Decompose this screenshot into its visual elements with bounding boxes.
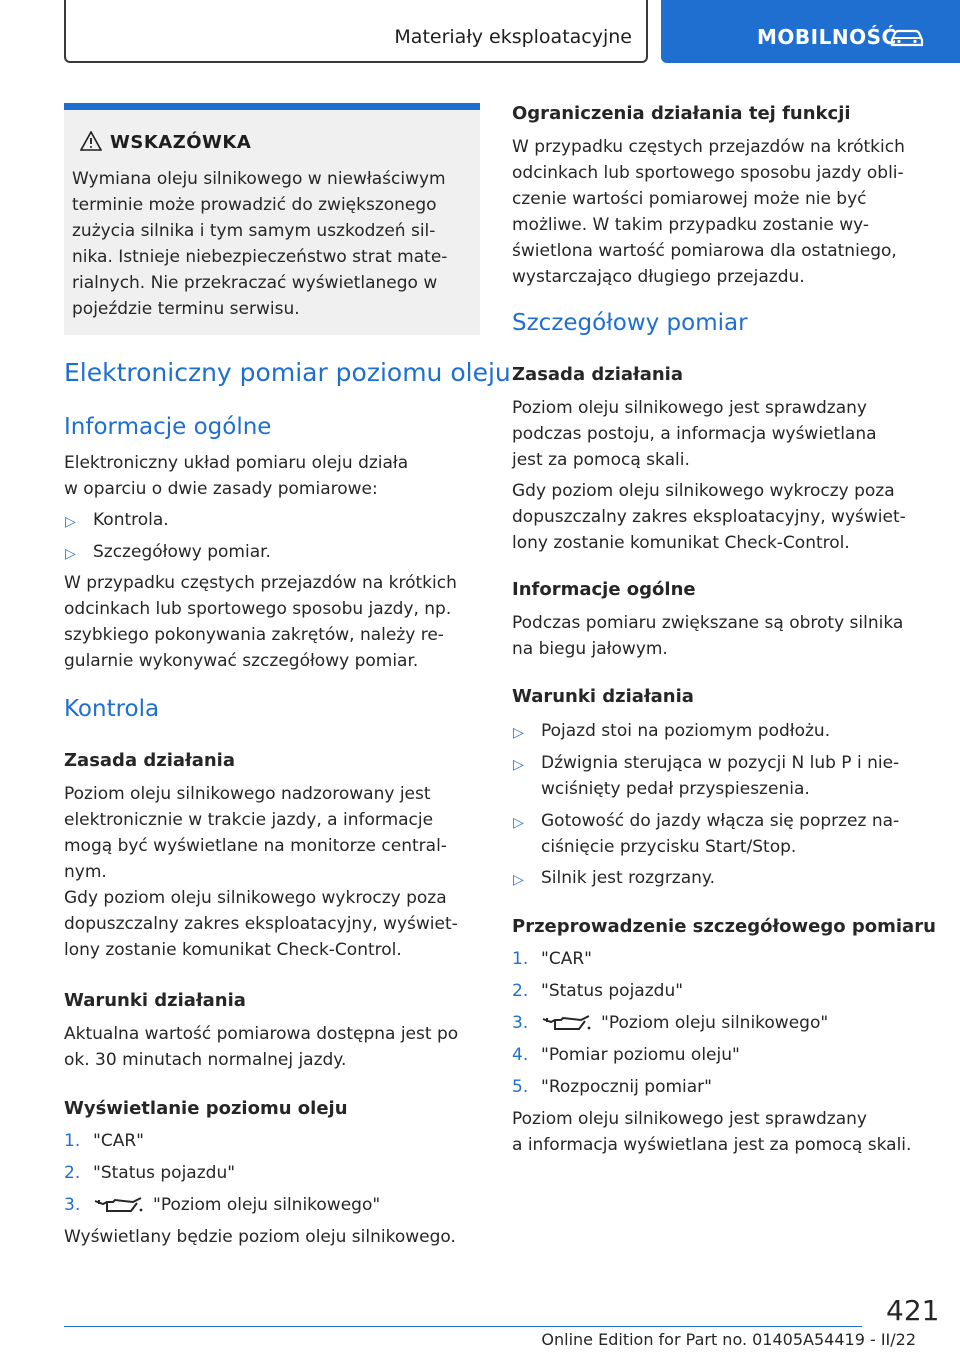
text-line: elektronicznie w trakcie jazdy, a informacje bbox=[64, 810, 434, 830]
list-item: ▷ Szczegółowy pomiar. bbox=[93, 539, 271, 565]
list-item bbox=[512, 1074, 932, 1100]
text-line: lony zostanie komunikat Check-Control. bbox=[64, 940, 402, 960]
text-line: lony zostanie komunikat Check-Control. bbox=[512, 533, 850, 553]
text-line: ▷ Pojazd stoi na poziomym podłożu. bbox=[541, 721, 831, 741]
step-number: 4. bbox=[512, 1045, 529, 1065]
general-text bbox=[512, 610, 932, 662]
text-line: Podczas pomiaru zwiększane są obroty silnika bbox=[512, 613, 904, 633]
step-text: "Poziom oleju silnikowego" bbox=[601, 1013, 829, 1033]
text-line: dopuszczalny zakres eksploatacyjny, wyświet- bbox=[512, 507, 906, 527]
text-line: dopuszczalny zakres eksploatacyjny, wyświet- bbox=[64, 914, 458, 934]
principle-text bbox=[512, 395, 932, 473]
list-item bbox=[541, 750, 899, 802]
principle-heading: Zasada działania bbox=[64, 750, 235, 771]
text-line: podczas postoju, a informacja wyświetlana bbox=[512, 424, 877, 444]
step-text: "Status pojazdu" bbox=[541, 981, 684, 1001]
general-info-heading: Informacje ogólne bbox=[64, 414, 272, 440]
step-text: "Status pojazdu" bbox=[93, 1163, 236, 1183]
text-line: Aktualna wartość pomiarowa dostępna jest po bbox=[64, 1024, 459, 1044]
header-section-title: Materiały eksploatacyjne bbox=[394, 26, 632, 48]
warning-title: WSKAZÓWKA bbox=[110, 132, 252, 153]
list-item bbox=[512, 946, 932, 972]
limits-heading: Ograniczenia działania tej funkcji bbox=[512, 103, 851, 124]
header-chapter-title: MOBILNOŚĆ bbox=[757, 25, 897, 49]
step-number: 5. bbox=[512, 1077, 529, 1097]
display-result: Wyświetlany będzie poziom oleju silnikowego. bbox=[64, 1227, 456, 1247]
text-line: Poziom oleju silnikowego jest sprawdzany bbox=[512, 1109, 867, 1129]
section-title: Elektroniczny pomiar poziomu oleju bbox=[64, 358, 511, 387]
text-line: Elektroniczny układ pomiaru oleju działa bbox=[64, 453, 409, 473]
list-item bbox=[64, 1128, 480, 1154]
general-info-text bbox=[64, 450, 480, 502]
exceed-text bbox=[512, 478, 932, 556]
list-item: ▷ Kontrola. bbox=[93, 507, 169, 533]
warning-line: Wymiana oleju silnikowego w niewłaściwym bbox=[72, 169, 446, 189]
warning-line: terminie może prowadzić do zwiększonego bbox=[72, 195, 437, 215]
text-line: odcinkach lub sportowego sposobu jazdy, np. bbox=[64, 599, 452, 619]
list-item bbox=[541, 865, 715, 891]
conditions-text bbox=[64, 1021, 480, 1073]
text-line: ▷ Silnik jest rozgrzany. bbox=[541, 868, 715, 888]
text-line: ▷ Dźwignia sterująca w pozycji N lub P i nie- bbox=[541, 753, 900, 773]
text-line: czenie wartości pomiarowej może nie być bbox=[512, 189, 867, 209]
text-line: Poziom oleju silnikowego nadzorowany jest bbox=[64, 784, 431, 804]
warning-line: zużycia silnika i tym samym uszkodzeń sil- bbox=[72, 221, 436, 241]
text-line: możliwe. W takim przypadku zostanie wy- bbox=[512, 215, 870, 235]
footer-divider bbox=[64, 1326, 862, 1327]
text-line: na biegu jałowym. bbox=[512, 639, 668, 659]
warning-triangle-icon bbox=[80, 131, 102, 151]
general-heading: Informacje ogólne bbox=[512, 579, 696, 600]
conditions-heading: Warunki działania bbox=[512, 686, 694, 707]
conditions-heading: Warunki działania bbox=[64, 990, 246, 1011]
oil-can-icon bbox=[93, 1196, 145, 1214]
list-item bbox=[541, 808, 899, 860]
footer-edition: Online Edition for Part no. 01405A54419 - II/22 bbox=[541, 1330, 916, 1349]
header-section-tab bbox=[64, 0, 648, 63]
text-line: ok. 30 minutach normalnej jazdy. bbox=[64, 1050, 347, 1070]
step-number: 2. bbox=[64, 1163, 81, 1183]
limits-text bbox=[512, 134, 932, 290]
detailed-heading: Szczegółowy pomiar bbox=[512, 310, 748, 336]
warning-line: nika. Istnieje niebezpieczeństwo strat mate- bbox=[72, 247, 448, 267]
header-chapter-tab bbox=[661, 0, 960, 63]
warning-line: rialnych. Nie przekraczać wyświetlanego w bbox=[72, 273, 438, 293]
step-text: "Rozpocznij pomiar" bbox=[541, 1077, 712, 1097]
warning-box bbox=[64, 103, 480, 335]
list-item bbox=[541, 718, 830, 744]
warning-text bbox=[72, 166, 472, 322]
text-line: a informacja wyświetlana jest za pomocą skali. bbox=[512, 1135, 912, 1155]
text-line: gularnie wykonywać szczegółowy pomiar. bbox=[64, 651, 419, 671]
text-line: ▷ Gotowość do jazdy włącza się poprzez na- bbox=[541, 811, 900, 831]
text-line: ciśnięcie przycisku Start/Stop. bbox=[541, 837, 797, 857]
step-text: "Pomiar poziomu oleju" bbox=[541, 1045, 740, 1065]
text-line: W przypadku częstych przejazdów na krótkich bbox=[64, 573, 457, 593]
display-heading: Wyświetlanie poziomu oleju bbox=[64, 1098, 348, 1119]
text-line: w oparciu o dwie zasady pomiarowe: bbox=[64, 479, 378, 499]
text-line: mogą być wyświetlane na monitorze central- bbox=[64, 836, 447, 856]
text-line: Gdy poziom oleju silnikowego wykroczy poza bbox=[512, 481, 895, 501]
text-line: Gdy poziom oleju silnikowego wykroczy poza bbox=[64, 888, 447, 908]
warning-line: pojeździe terminu serwisu. bbox=[72, 299, 300, 319]
exceed-text bbox=[64, 885, 480, 963]
car-icon bbox=[889, 26, 925, 48]
principle-text bbox=[64, 781, 480, 885]
list-item bbox=[64, 1192, 480, 1218]
text-line: świetlona wartość pomiarowa dla ostatniego, bbox=[512, 241, 897, 261]
text-line: szybkiego pokonywania zakrętów, należy re- bbox=[64, 625, 444, 645]
step-text: "CAR" bbox=[93, 1131, 144, 1151]
oil-can-icon bbox=[541, 1014, 593, 1032]
general-note bbox=[64, 570, 480, 674]
step-number: 1. bbox=[512, 949, 529, 969]
principle-heading: Zasada działania bbox=[512, 364, 683, 385]
text-line: nym. bbox=[64, 862, 107, 882]
step-number: 3. bbox=[512, 1013, 529, 1033]
step-text: "Poziom oleju silnikowego" bbox=[153, 1195, 381, 1215]
procedure-heading: Przeprowadzenie szczegółowego pomiaru bbox=[512, 916, 936, 937]
list-item bbox=[512, 1010, 932, 1036]
page-number: 421 bbox=[886, 1294, 940, 1327]
text-line: W przypadku częstych przejazdów na krótkich bbox=[512, 137, 905, 157]
text-line: Poziom oleju silnikowego jest sprawdzany bbox=[512, 398, 867, 418]
list-item bbox=[512, 1042, 932, 1068]
step-number: 1. bbox=[64, 1131, 81, 1151]
text-line: jest za pomocą skali. bbox=[512, 450, 690, 470]
text-line: wciśnięty pedał przyspieszenia. bbox=[541, 779, 810, 799]
text-line: odcinkach lub sportowego sposobu jazdy obli- bbox=[512, 163, 904, 183]
step-number: 3. bbox=[64, 1195, 81, 1215]
procedure-result bbox=[512, 1106, 942, 1158]
step-text: "CAR" bbox=[541, 949, 592, 969]
text-line: wystarczająco długiego przejazdu. bbox=[512, 267, 805, 287]
list-item bbox=[64, 1160, 480, 1186]
kontrola-heading: Kontrola bbox=[64, 696, 160, 722]
step-number: 2. bbox=[512, 981, 529, 1001]
list-item bbox=[512, 978, 932, 1004]
